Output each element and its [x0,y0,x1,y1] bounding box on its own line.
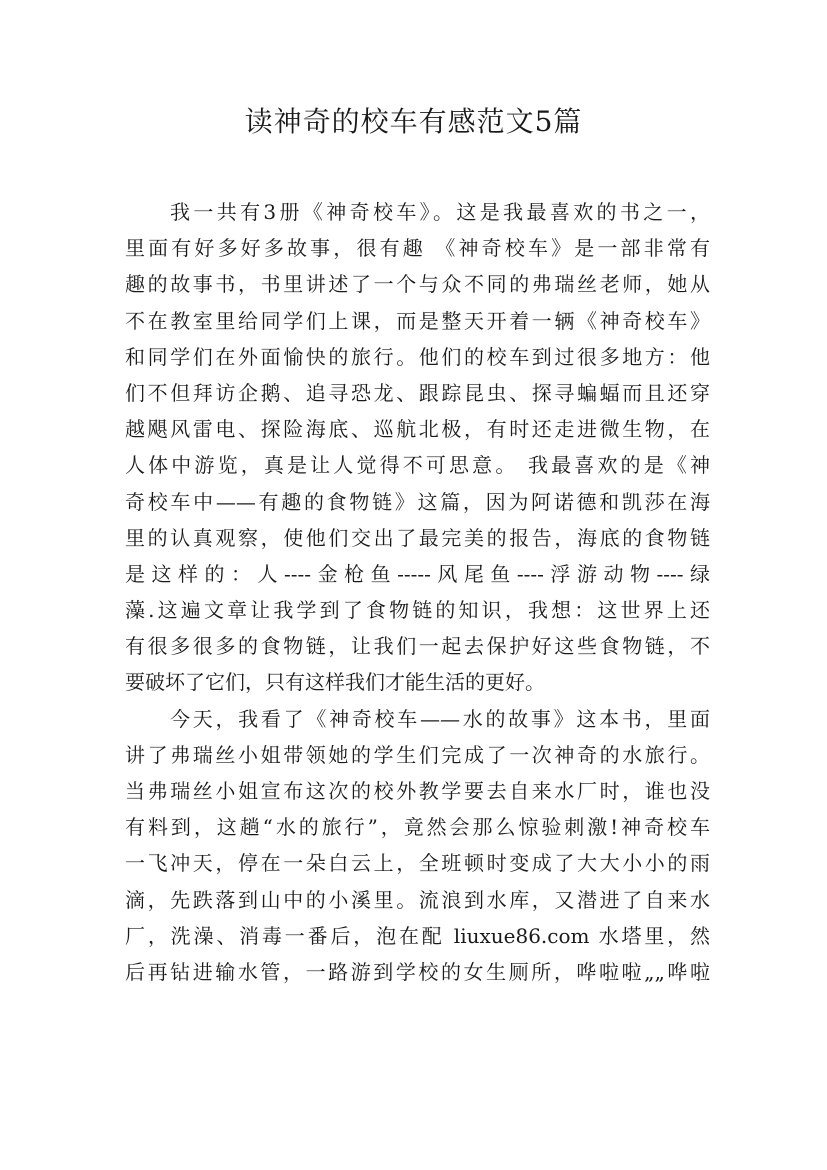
text-line: 我一共有3册《神奇校车》。这是我最喜欢的书之一， [170,200,710,224]
text-line: 今天，我看了《神奇校车——水的故事》这本书，里面 [170,706,710,731]
text-line: 和同学们在外面愉快的旅行。他们的校车到过很多地方：他 [125,344,710,369]
text-line: 当弗瑞丝小姐宣布这次的校外教学要去自来水厂时，谁也没 [125,779,710,803]
text-line: 里的认真观察，使他们交出了最完美的报告，海底的食物链 [125,525,710,550]
document-body [125,194,710,990]
text-line: 人体中游览，真是让人觉得不可思意。 我最喜欢的是《神 [125,453,710,478]
text-line: 趣的故事书，书里讲述了一个与众不同的弗瑞丝老师，她从 [125,272,710,297]
paragraph-1 [125,194,710,701]
text-line: 越飓风雷电、探险海底、巡航北极，有时还走进微生物，在 [125,417,710,442]
text-line: 藻.这遍文章让我学到了食物链的知识，我想：这世界上还 [125,598,710,623]
text-line: 们不但拜访企鹅、追寻恐龙、跟踪昆虫、探寻蝙蝠而且还穿 [125,380,710,405]
document-title: 读神奇的校车有感范文5篇 [244,105,583,138]
text-line: 是这样的：人----金枪鱼-----风尾鱼----浮游动物----绿 [125,561,710,586]
text-line: 一飞冲天，停在一朵白云上，全班顿时变成了大大小小的雨 [125,851,710,876]
text-line: 有料到，这趟“水的旅行”，竟然会那么惊验刺激!神奇校车 [125,815,710,840]
paragraph-2 [125,701,710,991]
text-line: 滴，先跌落到山中的小溪里。流浪到水库，又潜进了自来水 [125,887,710,912]
text-line: 奇校车中——有趣的食物链》这篇，因为阿诺德和凯莎在海 [125,489,710,514]
text-line: 有很多很多的食物链，让我们一起去保护好这些食物链，不 [125,634,710,659]
text-line: 不在教室里给同学们上课，而是整天开着一辆《神奇校车》 [125,308,710,333]
text-line: 讲了弗瑞丝小姐带领她的学生们完成了一次神奇的水旅行。 [125,742,710,767]
text-line: 后再钻进输水管，一路游到学校的女生厕所，哗啦啦„„哗啦 [125,959,710,984]
text-line: 里面有好多好多故事，很有趣 《神奇校车》是一部非常有 [125,236,710,261]
text-line: 厂，洗澡、消毒一番后，泡在配 liuxue86.com 水塔里，然 [125,923,710,948]
text-line: 要破坏了它们，只有这样我们才能生活的更好。 [125,670,545,695]
